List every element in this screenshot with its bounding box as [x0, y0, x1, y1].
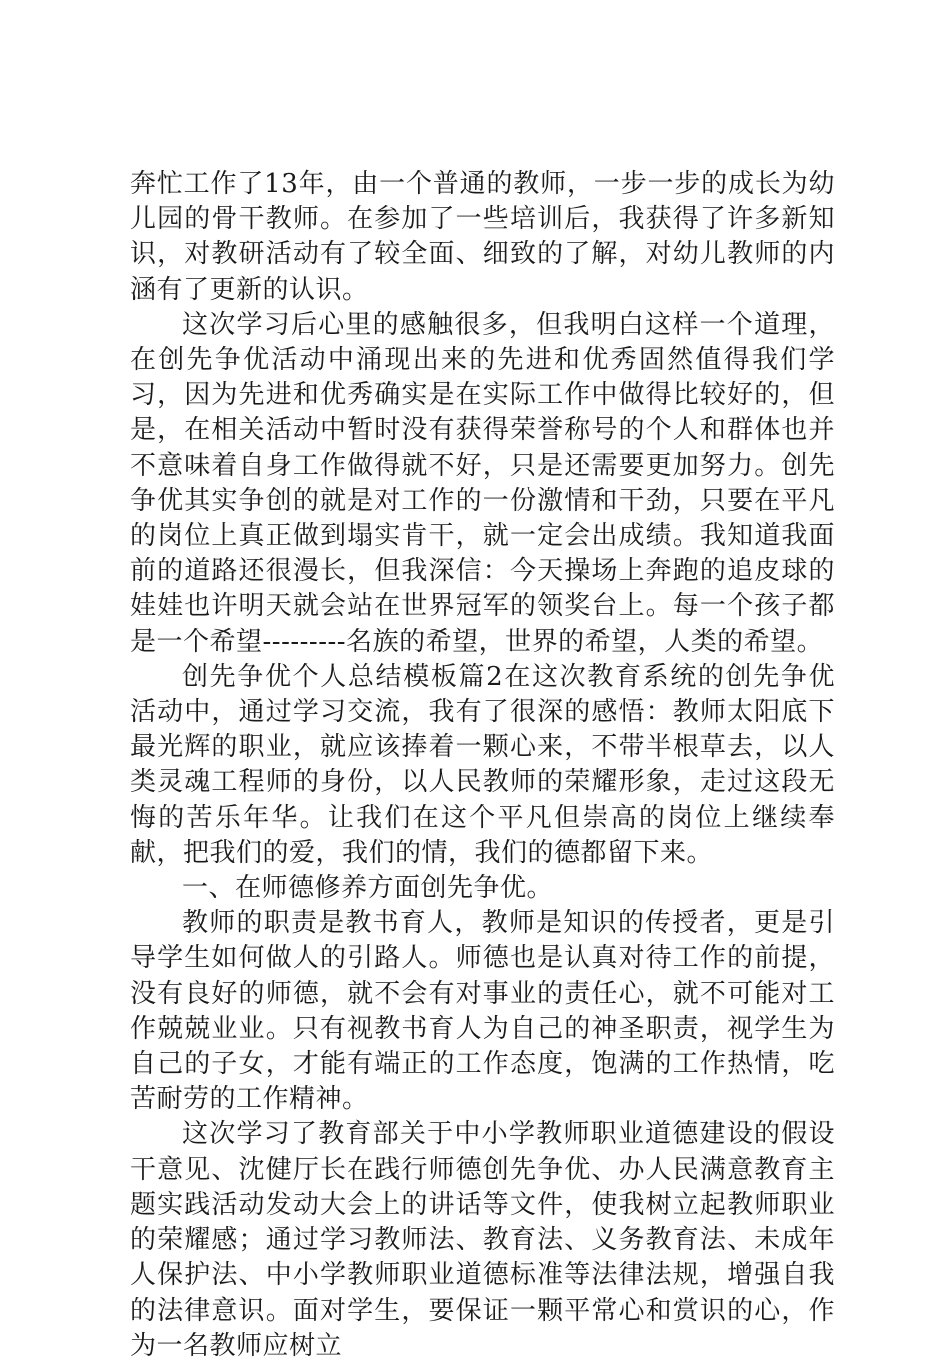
section-heading: 一、在师德修养方面创先争优。	[182, 873, 554, 904]
paragraph-4: 教师的职责是教书育人，教师是知识的传授者，更是引导学生如何做人的引路人。师德也是认真对待工作的前提，没有良好的师德，就不会有对事业的责任心，就不可能对工作兢兢业业。只有视教书育人为自己的神圣职责，视学生为自己的子女，才能有端正的工作态度，饱满的工作热情，吃苦耐劳的工作精神。	[130, 908, 835, 1115]
paragraph-5: 这次学习了教育部关于中小学教师职业道德建设的假设干意见、沈健厅长在践行师德创先争优、办人民满意教育主题实践活动发动大会上的讲话等文件，使我树立起教师职业的荣耀感；通过学习教师法、教育法、义务教育法、未成年人保护法、中小学教师职业道德标准等法律法规，增强自我的法律意识。面对学生，要保证一颗平常心和赏识的心，作为一名教师应树立	[130, 1119, 835, 1361]
paragraph-3: 创先争优个人总结模板篇2在这次教育系统的创先争优活动中，通过学习交流，我有了很深的感悟：教师太阳底下最光辉的职业，就应该捧着一颗心来，不带半根草去，以人类灵魂工程师的身份，以人民教师的荣耀形象，走过这段无悔的苦乐年华。让我们在这个平凡但崇高的岗位上继续奉献，把我们的爱，我们的情，我们的德都留下来。	[130, 661, 835, 868]
paragraph-2: 这次学习后心里的感触很多，但我明白这样一个道理，在创先争优活动中涌现出来的先进和优秀固然值得我们学习，因为先进和优秀确实是在实际工作中做得比较好的，但是，在相关活动中暂时没有获得荣誉称号的个人和群体也并不意味着自身工作做得就不好，只是还需要更加努力。创先争优其实争创的就是对工作的一份激情和干劲，只要在平凡的岗位上真正做到塌实肯干，就一定会出成绩。我知道我面前的道路还很漫长，但我深信：今天操场上奔跑的追皮球的娃娃也许明天就会站在世界冠军的领奖台上。每一个孩子都是一个希望---------名族的希望，世界的希望，人类的希望。	[130, 309, 835, 657]
document-body	[130, 167, 835, 1364]
paragraph-1: 奔忙工作了13年，由一个普通的教师，一步一步的成长为幼儿园的骨干教师。在参加了一些培训后，我获得了许多新知识，对教研活动有了较全面、细致的了解，对幼儿教师的内涵有了更新的认识。	[130, 169, 835, 305]
